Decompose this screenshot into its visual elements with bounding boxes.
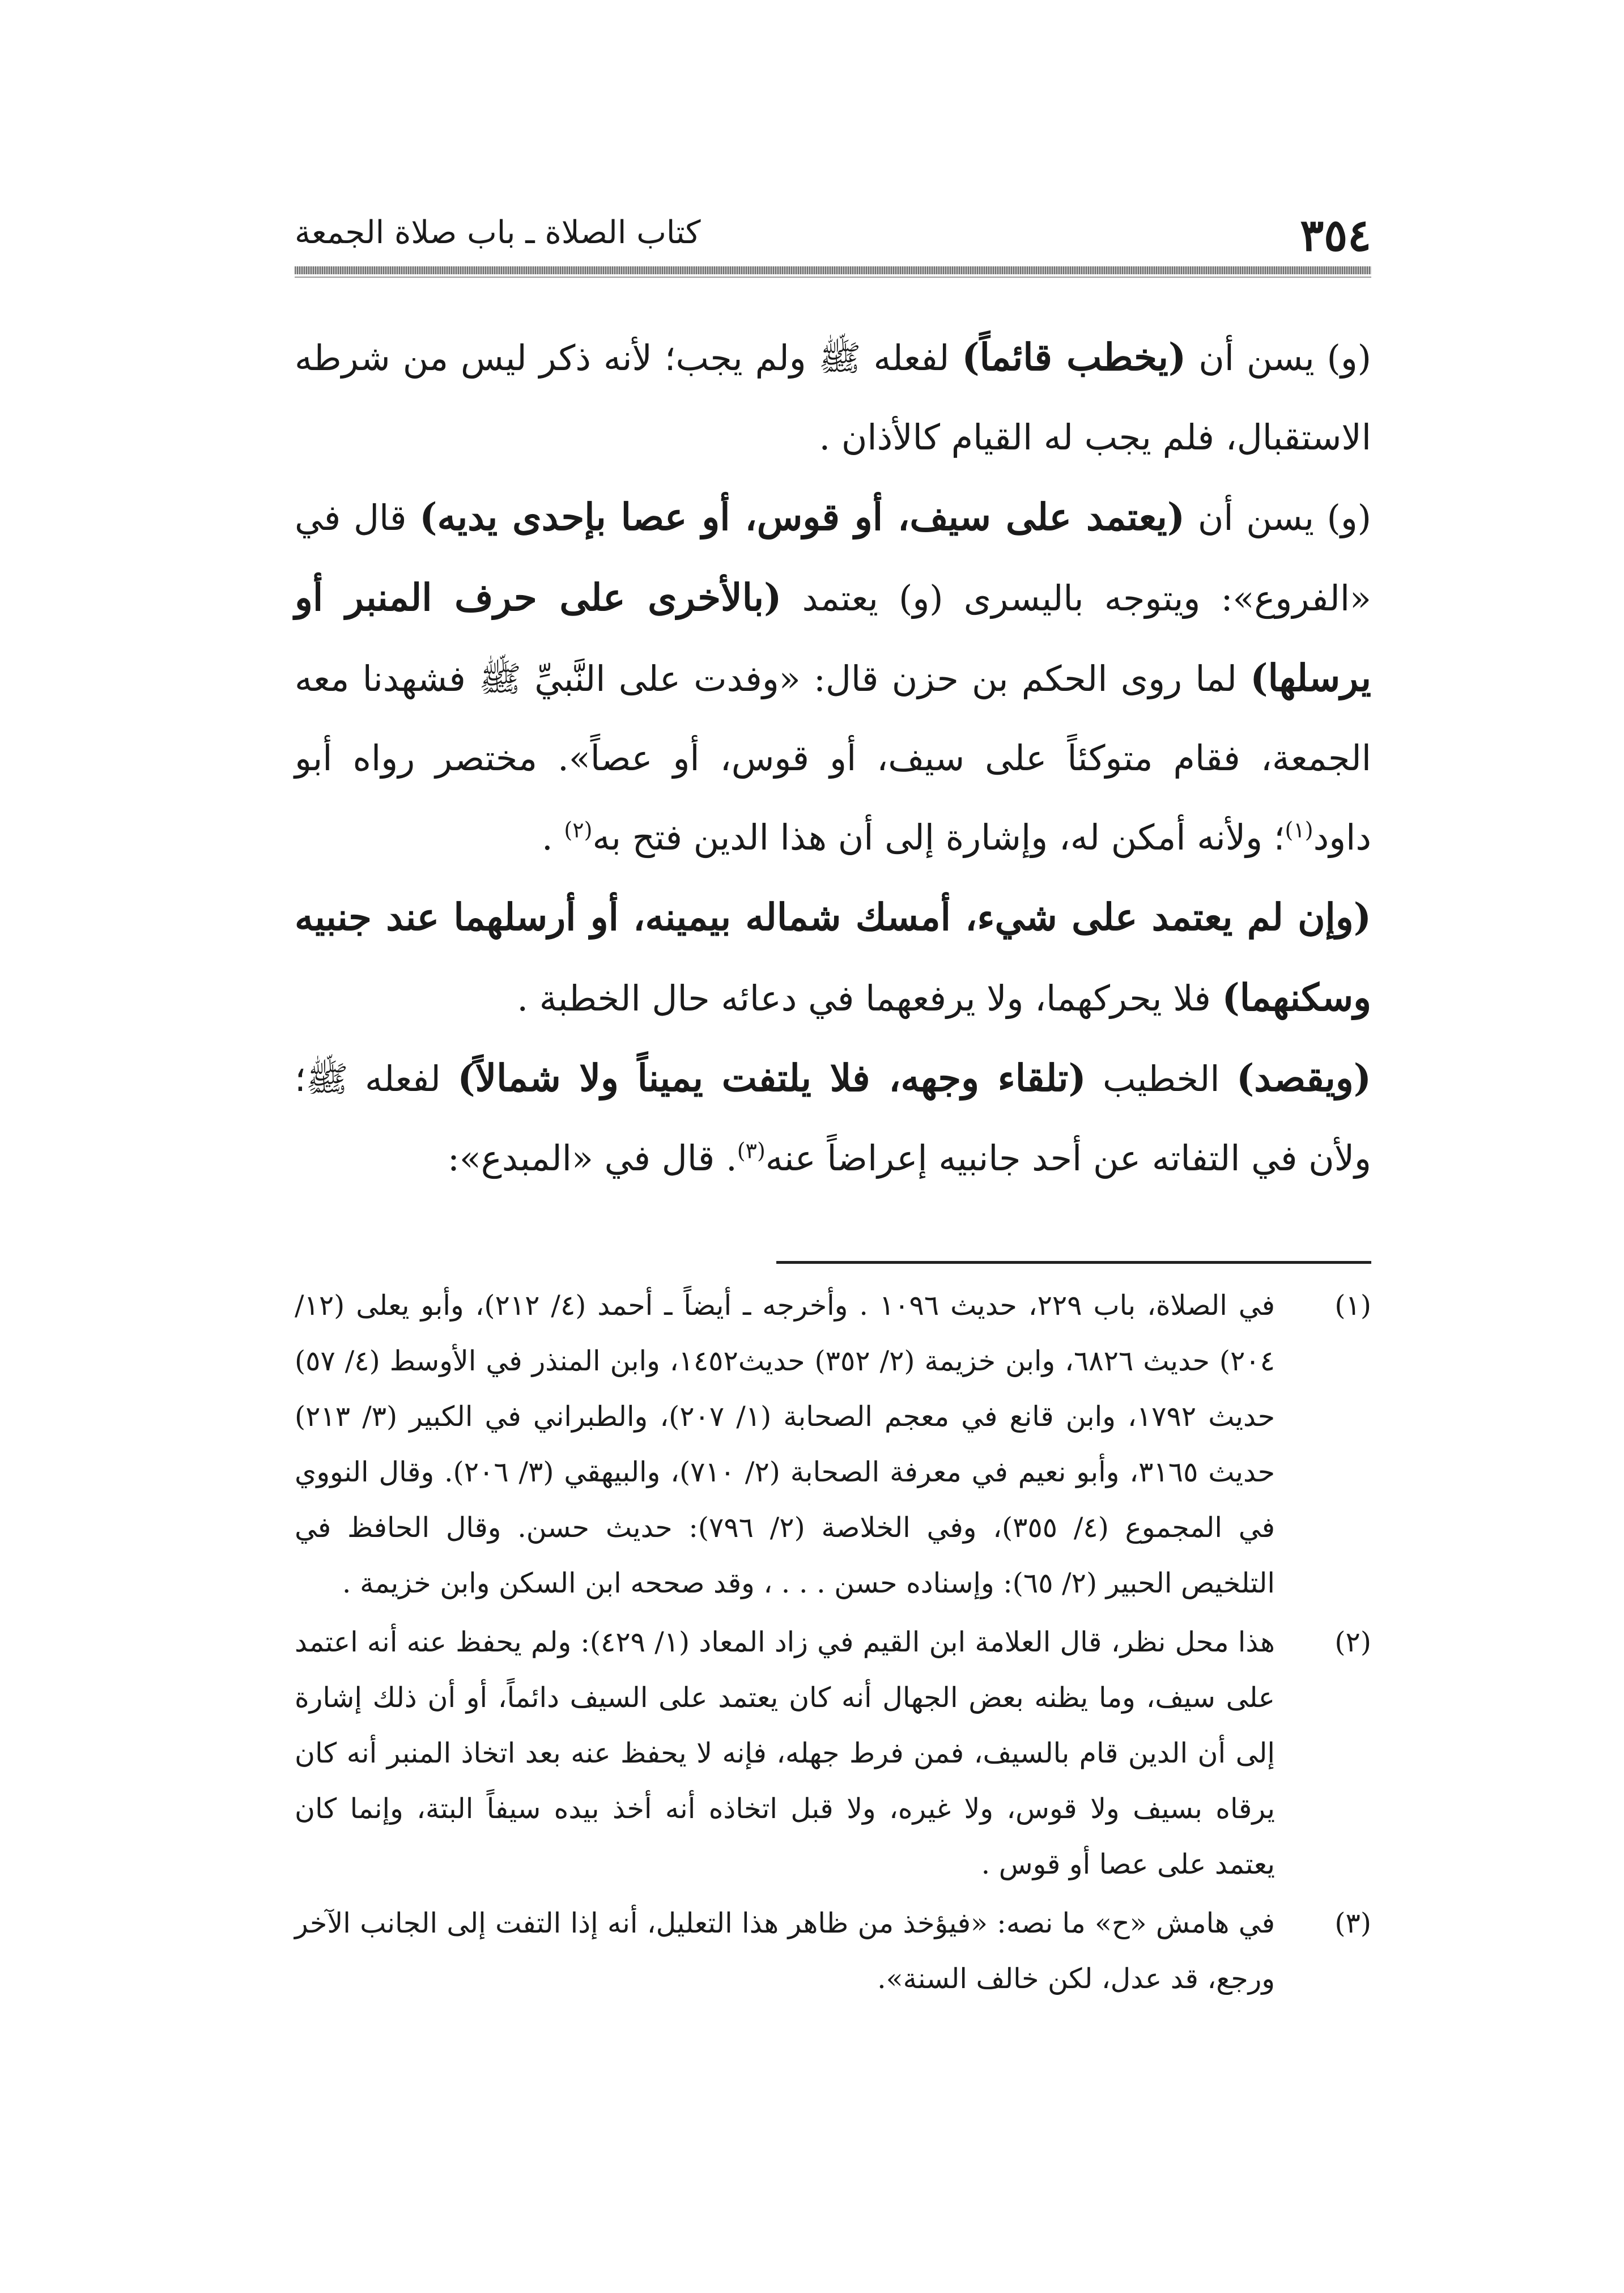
p2-text-a: (و) يسن أن bbox=[1185, 497, 1371, 538]
p2-text-g: . bbox=[542, 817, 564, 858]
footnote-ref-3[interactable]: (٣) bbox=[737, 1138, 766, 1164]
footnote-text: هذا محل نظر، قال العلامة ابن القيم في زاد المعاد (١/ ٤٢٩): ولم يحفظ عنه أنه اعتمد على سيف، وما يظنه بعض الجهال أنه كان يعتمد على السيف دائماً، أو أن ذلك إشارة إلى أن الدين قام بالسيف، فمن فرط جهله، فإنه لا يحفظ عنه بعد اتخاذ المنبر أنه كان يرقاه بسيف ولا قوس، ولا غيره، ولا قبل اتخاذه أنه أخذ بيده سيفاً البتة، وإنما كان يعتمد على عصا أو قوس . bbox=[295, 1626, 1275, 1880]
footnote-1 bbox=[295, 1278, 1371, 1611]
p3-text-b: فلا يحركهما، ولا يرفعهما في دعائه حال الخطبة . bbox=[517, 978, 1222, 1019]
footnote-number: (٢) bbox=[1334, 1626, 1371, 1658]
p2-text-f: ؛ ولأنه أمكن له، وإشارة إلى أن هذا الدين فتح به bbox=[592, 817, 1285, 858]
p4-text-e: . قال في «المبدع»: bbox=[448, 1137, 737, 1179]
p3-matn: (وإن لم يعتمد على شيء، أمسك شماله بيمينه، أو أرسلهما عند جنبيه وسكنهما) bbox=[295, 895, 1371, 1020]
footnote-3 bbox=[295, 1896, 1371, 2007]
p2-matn-1: (يعتمد على سيف، أو قوس، أو عصا بإحدى يديه) bbox=[419, 495, 1185, 539]
footnote-2 bbox=[295, 1615, 1371, 1892]
p2-text-e: لما روى الحكم بن حزن قال: «وفدت على النَّبيِّ ﷺ فشهدنا معه الجمعة، فقام متوكئاً على سيف، أو قوس، أو عصاً». مختصر رواه أبو داود bbox=[295, 658, 1371, 858]
footnote-number: (١) bbox=[1334, 1289, 1371, 1322]
footnote-text: في هامش «ح» ما نصه: «فيؤخذ من ظاهر هذا التعليل، أنه إذا التفت إلى الجانب الآخر ورجع، قد عدل، لكن خالف السنة». bbox=[295, 1907, 1275, 1995]
footnote-number: (٣) bbox=[1334, 1907, 1371, 1939]
paragraph-4 bbox=[295, 1038, 1371, 1198]
p1-text-c: لفعله ﷺ ولم يجب؛ لأنه ذكر ليس من شرطه الاستقبال، فلم يجب له القيام كالأذان . bbox=[295, 337, 1371, 458]
p4-matn-2: (تلقاء وجهه، فلا يلتفت يميناً ولا شمالاً) bbox=[457, 1056, 1086, 1100]
p4-text-d: لفعله ﷺ؛ ولأن في التفاته عن أحد جانبيه إعراضاً عنه bbox=[295, 1058, 1371, 1179]
footnote-ref-2[interactable]: (٢) bbox=[564, 817, 593, 843]
page-number: ٣٥٤ bbox=[1300, 210, 1371, 261]
p1-matn: (يخطب قائماً) bbox=[962, 335, 1187, 379]
footnote-text: في الصلاة، باب ٢٢٩، حديث ١٠٩٦ . وأخرجه ـ أيضاً ـ أحمد (٤/ ٢١٢)، وأبو يعلى (١٢/ ٢٠٤) حديث ٦٨٢٦، وابن خزيمة (٢/ ٣٥٢) حديث١٤٥٢، وابن المنذر في الأوسط (٤/ ٥٧) حديث ١٧٩٢، وابن قانع في معجم الصحابة (١/ ٢٠٧)، والطبراني في الكبير (٣/ ٢١٣) حديث ٣١٦٥، وأبو نعيم في معرفة الصحابة (٢/ ٧١٠)، والبيهقي (٣/ ٢٠٦). وقال النووي في المجموع (٤/ ٣٥٥)، وفي الخلاصة (٢/ ٧٩٦): حديث حسن. وقال الحافظ في التلخيص الحبير (٢/ ٦٥): وإسناده حسن . . . ، وقد صححه ابن السكن وابن خزيمة . bbox=[295, 1289, 1276, 1599]
p2-matn-2: (بالأخرى على حرف المنبر أو يرسلها) bbox=[295, 575, 1371, 700]
header-divider-thin bbox=[295, 277, 1371, 278]
p2-text-c: قال في «الفروع»: ويتوجه باليسرى (و) يعتمد bbox=[295, 497, 1371, 619]
chapter-title: كتاب الصلاة ـ باب صلاة الجمعة bbox=[295, 214, 701, 251]
paragraph-3 bbox=[295, 877, 1371, 1038]
footnotes bbox=[295, 1278, 1371, 2010]
footnote-ref-1[interactable]: (١) bbox=[1285, 817, 1313, 843]
main-text bbox=[295, 317, 1371, 1198]
paragraph-1 bbox=[295, 317, 1371, 477]
p4-matn-1: (ويقصد) bbox=[1236, 1056, 1371, 1100]
header-divider bbox=[295, 266, 1371, 274]
footnote-separator bbox=[776, 1261, 1371, 1264]
paragraph-2 bbox=[295, 477, 1371, 877]
p4-text-b: الخطيب bbox=[1086, 1058, 1237, 1099]
p1-text-a: (و) يسن أن bbox=[1186, 337, 1371, 379]
